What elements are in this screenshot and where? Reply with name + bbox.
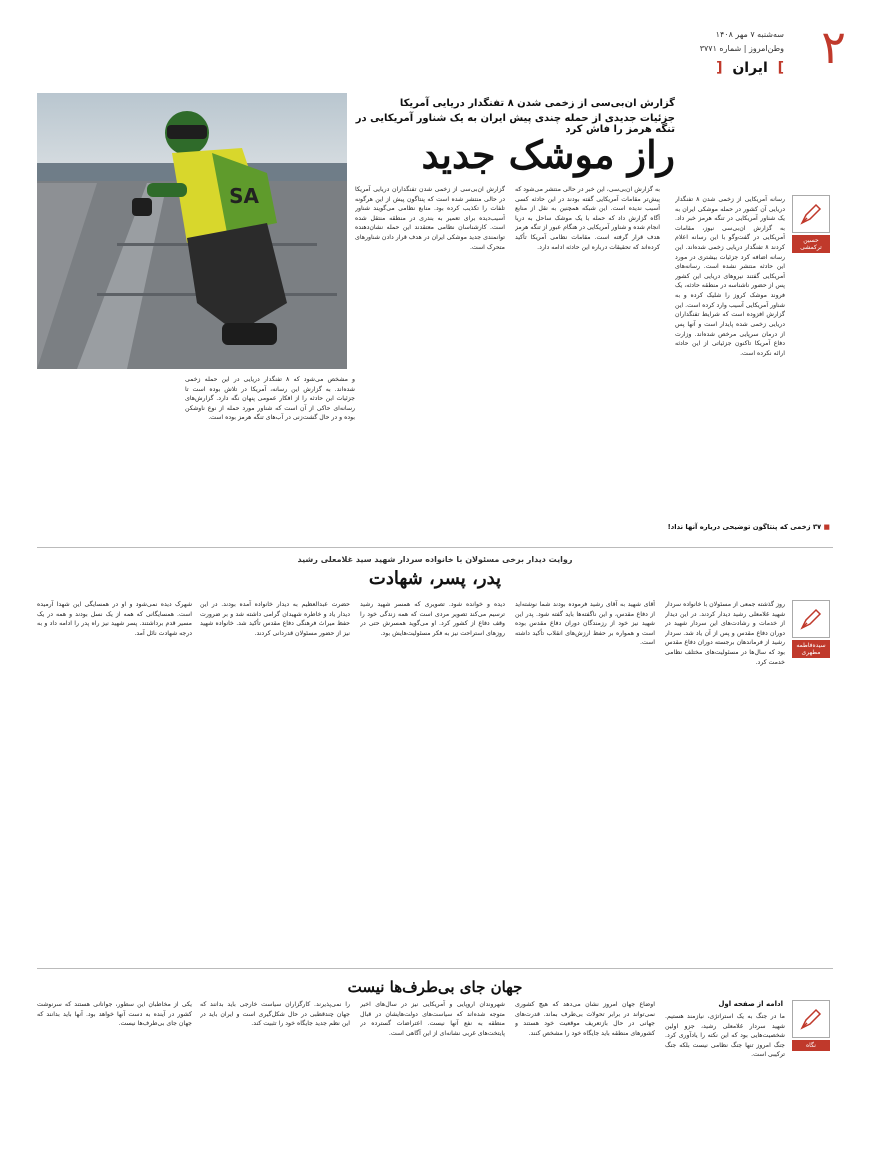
- article1-caption: ■ ۳۷ زخمی که پنتاگون توضیحی درباره آنها نداد!: [667, 523, 830, 531]
- date-line: سه‌شنبه ۷ مهر ۱۴۰۸: [715, 30, 784, 39]
- article1-column-2: به گزارش ان‌بی‌سی، این خبر در حالی منتشر می‌شود که پیش‌تر مقامات آمریکایی گفته بودند در این حادثه کسی آسیب ندیده است. این شبکه همچنین به نقل از منابع آگاه گزارش داد که حمله با یک موشک ساحل به دریا انجام شده و شناور آمریکایی در هنگام عبور از تنگه هرمز هدف قرار گرفته است. مقامات نظامی آمریکا تأکید کرده‌اند که تحقیقات درباره این حادثه ادامه دارد.: [515, 186, 660, 251]
- article3-column-1: ما در جنگ به یک استراتژی، نیازمند هستیم. شهید سردار غلامعلی رشید، جزو اولین شخصیت‌هایی بود که این نکته را یادآوری کرد. جنگ امروز تنها جنگ نظامی نیست بلکه جنگ ترکیبی است.: [665, 1013, 785, 1059]
- author-name: نگاه: [792, 1040, 830, 1051]
- article2-title: پدر، پسر، شهادت: [368, 568, 502, 589]
- article1-column-3: گزارش ان‌بی‌سی از زخمی شدن تفنگداران دریایی آمریکا در حالی منتشر شده است که پنتاگون پیش از این هرگونه تلفات را تکذیب کرده بود. منابع نظامی می‌گویند شناور آسیب‌دیده برای تعمیر به بندری در منطقه منتقل شده است. کارشناسان نظامی معتقدند این حمله نشان‌دهنده توانمندی جدید موشکی ایران در هدف قرار دادن شناورهای متحرک است.: [355, 186, 505, 251]
- article1-column-1b: [790, 245, 830, 525]
- article1-column-5: [37, 375, 177, 540]
- article1-column-1: رسانه آمریکایی از زخمی شدن ۸ تفنگدار دریایی آن کشور در حمله موشکی ایران به یک شناور آمریکایی در تنگه هرمز خبر داد. به گزارش ان‌بی‌سی نیوز، مقامات آمریکایی در گفت‌وگو با این رسانه اعلام کردند ۸ تفنگدار دریایی زخمی شده‌اند. این رسانه اضافه کرد جزئیات بیشتری در مورد این حادثه منتشر نشده است. رسانه‌های آمریکایی گفتند نیروهای دریایی این کشور پس از حضور ناشناسه در منطقه حادثه، یک فروند موشک کروز را شلیک کرده و به شناور آمریکایی آسیب وارد کرده است. این گزارش افزوده است که شرایط تفنگداران دریایی زخمی شده پایدار است و آنها پس از درمان سرپایی مرخص شده‌اند. وزارت دفاع آمریکا تاکنون جزئیاتی از این حادثه ارائه نکرده است.: [675, 196, 785, 357]
- article1-column-4: و مشخص می‌شود که ۸ تفنگدار دریایی در این حمله زخمی شده‌اند. به گزارش این رسانه، آمریکا در تلاش بوده است تا جزئیات این حادثه را از افکار عمومی پنهان نگه دارد. گزارش‌های رسانه‌ای حاکی از آن است که شناور مورد حمله از نوع ناوشکن بوده و در حال گشت‌زنی در آب‌های تنگه هرمز بوده است.: [185, 376, 355, 422]
- article3-column-4: را نمی‌پذیرند. کارگزاران سیاست خارجی باید بدانند که جهان چندقطبی در حال شکل‌گیری است و ایران باید در این نظم جدید جایگاه خود را تثبیت کند.: [200, 1001, 350, 1028]
- article3-title: جهان جای بی‌طرف‌ها نیست: [347, 978, 523, 996]
- issue-line: وطن‌امروز | شماره ۳۷۷۱: [699, 44, 784, 53]
- article2-column-4: حضرت عبدالعظیم به دیدار خانواده آمده بودند. در این دیدار یاد و خاطره شهیدان گرامی داشته شد و بر ضرورت حفظ میراث فرهنگی دفاع مقدس تأکید شد. خانواده شهید نیز از حضور مسئولان قدردانی کردند.: [200, 601, 350, 637]
- page-number: ۲: [821, 20, 846, 74]
- masthead: [0, 20, 870, 82]
- divider: [37, 547, 833, 548]
- author-box: [792, 1000, 830, 1051]
- article1-title: راز موشک جدید: [421, 132, 675, 177]
- article3-column-3: شهروندان اروپایی و آمریکایی نیز در سال‌های اخیر متوجه شده‌اند که سیاست‌های دولت‌هایشان در قبال منطقه به نفع آنها نیست. اعتراضات گسترده در پایتخت‌های غربی نشانه‌ای از این آگاهی است.: [360, 1001, 505, 1037]
- article2-column-3: دیده و خوانده شود. تصویری که همسر شهید رشید ترسیم می‌کند تصویر مردی است که همه زندگی خود را وقف دفاع از کشور کرد. او می‌گوید همسرش حتی در روزهای استراحت نیز به فکر مسئولیت‌هایش بود.: [360, 601, 505, 637]
- divider: [37, 968, 833, 969]
- article2-column-5: شهرک دیده نمی‌شود و او در همسایگی این شهدا آرمیده است. همسایگانی که همه از یک نسل بودند و همه در یک مسیر قدم برداشتند. پسر شهید نیز راه پدر را ادامه داد و به درجه شهادت نائل آمد.: [37, 601, 192, 637]
- sailor-deck-photo: [37, 93, 347, 369]
- section-label: ] ایران [: [716, 60, 784, 76]
- article2-supertitle: روایت دیدار برخی مسئولان با خانواده سردار شهید سید غلامعلی رشید: [297, 555, 573, 564]
- pen-icon: [792, 1000, 830, 1038]
- article2-column-2: آقای شهید به آقای رشید فرموده بودند شما نوشته‌اید از دفاع مقدس، و این ناگفته‌ها باید گفته شود. پدر این شهید نیز خود از رزمندگان دوران دفاع مقدس بوده است و همواره بر حفظ ارزش‌های انقلاب تأکید داشته است.: [515, 601, 655, 647]
- pen-icon: [792, 600, 830, 638]
- article3-headline: ادامه از صفحه اول: [718, 1000, 783, 1008]
- article1-supertitle: گزارش ان‌بی‌سی از زخمی شدن ۸ تفنگدار دریایی آمریکا: [399, 98, 675, 109]
- author-name: سیده‌فاطمه مطهری: [792, 640, 830, 658]
- svg-text:SA: SA: [229, 184, 259, 208]
- pen-icon: [792, 195, 830, 233]
- author-name: حسین ترکمشی: [792, 235, 830, 253]
- article3-column-5: یکی از مخاطبان این سطور، جوانانی هستند که سرنوشت کشور در آینده به دست آنها خواهد بود. آنها باید بدانند که جهان جای بی‌طرف‌ها نیست.: [37, 1001, 192, 1028]
- article2-column-1: روز گذشته جمعی از مسئولان با خانواده سردار شهید غلامعلی رشید دیدار کردند. در این دیدار از خدمات و رشادت‌های این سردار شهید در دوران دفاع مقدس و پس از آن یاد شد. سردار رشید از فرماندهان برجسته دوران دفاع مقدس بود که سال‌ها در مسئولیت‌های مختلف نظامی خدمت کرد.: [665, 601, 785, 666]
- article1-subtitle: جزئیات جدیدی از حمله چندی پیش ایران به یک شناور آمریکایی در تنگه هرمز را فاش کرد: [355, 113, 675, 135]
- author-box: [792, 600, 830, 658]
- article3-column-2: اوضاع جهان امروز نشان می‌دهد که هیچ کشوری نمی‌تواند در برابر تحولات بی‌طرف بماند. قدرت‌های جهانی در حال بازتعریف موقعیت خود هستند و کشورهای منطقه باید جایگاه خود را مشخص کنند.: [515, 1001, 655, 1037]
